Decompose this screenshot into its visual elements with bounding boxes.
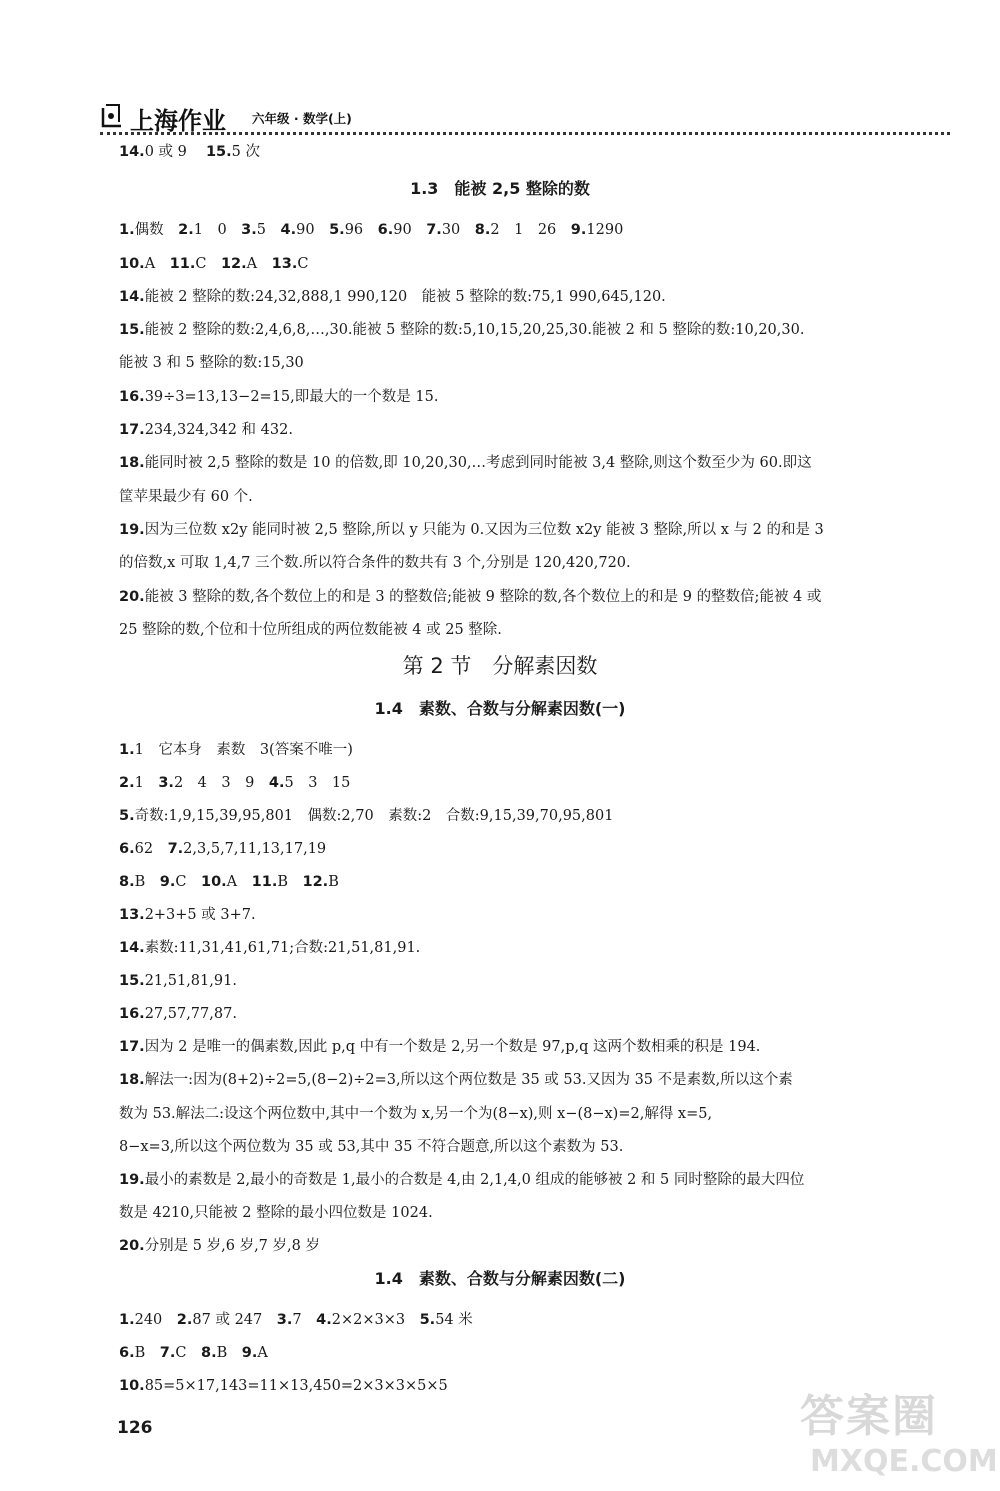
section-title: 1.4 素数、合数与分解素因数(一): [374, 699, 626, 718]
section-title: 1.4 素数、合数与分解素因数(二): [374, 1269, 626, 1288]
watermark-text: 答案圈: [800, 1391, 938, 1442]
watermark-url: MXQE.COM: [810, 1444, 998, 1479]
watermark: [800, 1380, 998, 1490]
answer-line: 14.能被 2 整除的数:24,32,888,1 990,120 能被 5 整除的数:75,1 990,645,120.: [119, 289, 666, 305]
answer-line: 18.解法一:因为(8+2)÷2=5,(8−2)÷2=3,所以这个两位数是 35 或 53.又因为 35 不是素数,所以这个素: [119, 1072, 793, 1088]
section-title: 1.3 能被 2,5 整除的数: [410, 179, 590, 198]
answer-line: 2.1 3.2 4 3 9 4.5 3 15: [119, 775, 351, 791]
answer-line: 10.85=5×17,143=11×13,450=2×3×3×5×5: [119, 1378, 448, 1394]
answer-line: 14.0 或 9 15.5 次: [119, 144, 260, 160]
answer-line: 18.能同时被 2,5 整除的数是 10 的倍数,即 10,20,30,…考虑到同时能被 3,4 整除,则这个数至少为 60.即这: [119, 455, 812, 471]
answer-line: 15.21,51,81,91.: [119, 973, 237, 989]
answer-line: 17.234,324,342 和 432.: [119, 422, 293, 438]
page-header: [100, 100, 950, 136]
book-subtitle: 六年级 · 数学(上): [252, 111, 352, 126]
answer-continuation: 的倍数,x 可取 1,4,7 三个数.所以符合条件的数共有 3 个,分别是 120,420,720.: [119, 555, 631, 571]
answer-line: 8.B 9.C 10.A 11.B 12.B: [119, 874, 339, 890]
answer-line: 15.能被 2 整除的数:2,4,6,8,…,30.能被 5 整除的数:5,10,15,20,25,30.能被 2 和 5 整除的数:10,20,30.: [119, 322, 805, 338]
answer-line: 1.偶数 2.1 0 3.5 4.90 5.96 6.90 7.30 8.2 1 26 9.1290: [119, 222, 624, 238]
answer-line: 6.62 7.2,3,5,7,11,13,17,19: [119, 841, 327, 857]
answer-continuation: 数为 53.解法二:设这个两位数中,其中一个数为 x,另一个为(8−x),则 x−(8−x)=2,解得 x=5,: [119, 1106, 713, 1122]
answer-continuation: 数是 4210,只能被 2 整除的最小四位数是 1024.: [119, 1205, 433, 1221]
page-number: 126: [117, 1418, 153, 1438]
answer-line: 5.奇数:1,9,15,39,95,801 偶数:2,70 素数:2 合数:9,15,39,70,95,801: [119, 808, 614, 824]
answer-line: 20.分别是 5 岁,6 岁,7 岁,8 岁: [119, 1238, 320, 1254]
answer-line: 17.因为 2 是唯一的偶素数,因此 p,q 中有一个数是 2,另一个数是 97,p,q 这两个数相乘的积是 194.: [119, 1039, 761, 1055]
answer-continuation: 能被 3 和 5 整除的数:15,30: [119, 355, 304, 371]
answer-line: 16.39÷3=13,13−2=15,即最大的一个数是 15.: [119, 389, 439, 405]
answer-continuation: 25 整除的数,个位和十位所组成的两位数能被 4 或 25 整除.: [119, 622, 502, 638]
header-divider: [100, 132, 950, 135]
answer-line: 1.1 它本身 素数 3(答案不唯一): [119, 742, 353, 758]
answer-line: 10.A 11.C 12.A 13.C: [119, 256, 309, 272]
answer-line: 1.240 2.87 或 247 3.7 4.2×2×3×3 5.54 米: [119, 1312, 473, 1328]
answer-continuation: 8−x=3,所以这个两位数为 35 或 53,其中 35 不符合题意,所以这个素数为 53.: [119, 1139, 624, 1155]
answer-continuation: 筐苹果最少有 60 个.: [119, 489, 253, 505]
answer-line: 20.能被 3 整除的数,各个数位上的和是 3 的整数倍;能被 9 整除的数,各个数位上的和是 9 的整数倍;能被 4 或: [119, 589, 822, 605]
answer-line: 19.最小的素数是 2,最小的奇数是 1,最小的合数是 4,由 2,1,4,0 组成的能够被 2 和 5 同时整除的最大四位: [119, 1172, 805, 1188]
answer-line: 6.B 7.C 8.B 9.A: [119, 1345, 268, 1361]
book-title: 上海作业: [130, 107, 226, 135]
answer-line: 14.素数:11,31,41,61,71;合数:21,51,81,91.: [119, 940, 421, 956]
chapter-title: 第 2 节 分解素因数: [402, 654, 598, 678]
answer-line: 16.27,57,77,87.: [119, 1006, 237, 1022]
book-corner-icon: [100, 104, 124, 130]
answer-line: 13.2+3+5 或 3+7.: [119, 907, 256, 923]
answer-line: 19.因为三位数 x2y 能同时被 2,5 整除,所以 y 只能为 0.又因为三位数 x2y 能被 3 整除,所以 x 与 2 的和是 3: [119, 522, 824, 538]
